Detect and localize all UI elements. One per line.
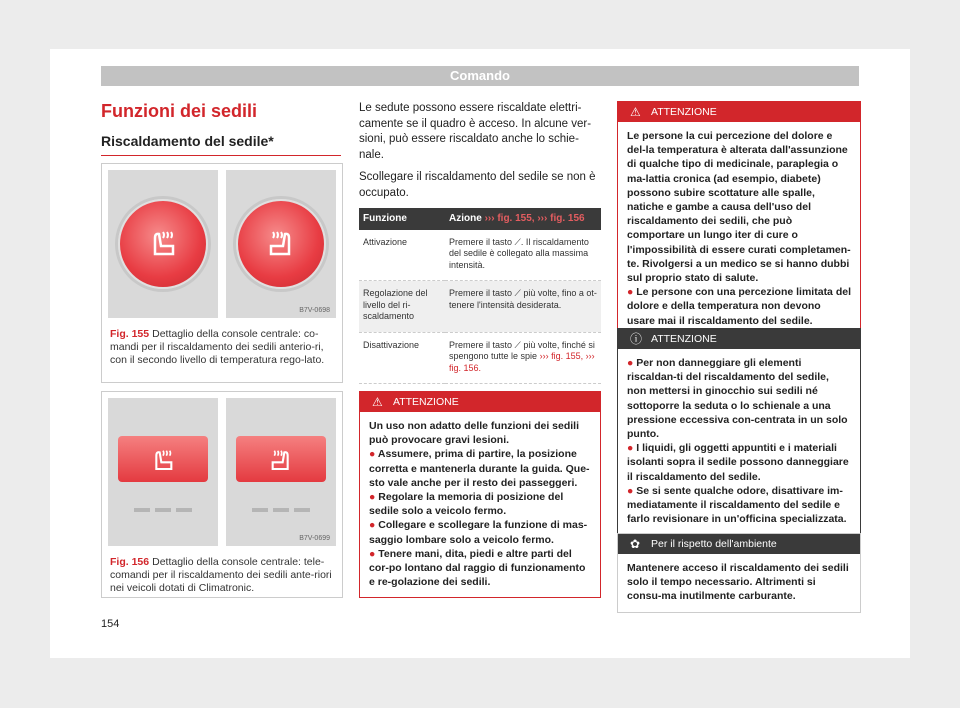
function-table: [359, 208, 601, 384]
left-seat-heat-knob: [118, 199, 208, 289]
figure-number: Fig. 156: [110, 556, 150, 568]
left-seat-heat-button: [118, 436, 208, 482]
table-cell: Premere il tasto ⟋ più volte, fino a ot-tenere l'intensità desiderata.: [445, 281, 601, 333]
bullet-item: ● Se si sente qualche odore, disattivare im-mediatamente il riscaldamento del sedile e farlo revisionare in un'officina specializzata.: [627, 484, 847, 526]
section-header: Comando: [101, 66, 859, 86]
warning-body: [618, 349, 860, 534]
figure-155: [101, 163, 343, 383]
right-seat-knob-panel: [226, 170, 336, 318]
warning-header: ⚠ ATTENZIONE: [360, 392, 600, 412]
warning-triangle-icon: ⚠: [630, 105, 641, 119]
warning-body: [618, 122, 860, 336]
bullet-item: ● Tenere mani, dita, piedi e altre parti del cor-po lontano dal raggio di funzionamento e re-golazione dei sedili.: [369, 547, 586, 589]
environment-body: Mantenere acceso il riscaldamento dei sedili solo il tempo necessario. Altrimenti si consu-ma inutilmente carburante.: [627, 562, 849, 603]
leaf-icon: ✿: [630, 537, 641, 551]
figure-156-image: [108, 398, 336, 546]
warning-box-damage: [617, 328, 861, 535]
level-indicators: [134, 508, 192, 512]
seat-heat-icon: [143, 224, 183, 264]
table-cell: Disattivazione: [359, 332, 445, 384]
table-header-row: [359, 208, 601, 230]
figure-156: [101, 391, 343, 598]
right-seat-button-panel: [226, 398, 336, 546]
left-seat-button-panel: [108, 398, 218, 546]
table-cell: Attivazione: [359, 230, 445, 281]
bullet-item: ● Le persone con una percezione limitata del dolore e della temperatura non devono usare mai il riscaldamento del sedile.: [627, 286, 851, 327]
figure-156-caption: [102, 552, 342, 603]
level-indicators: [252, 508, 310, 512]
warning-header: ⚠ ATTENZIONE: [618, 102, 860, 122]
warning-box-seats: [359, 391, 601, 598]
caption-text: Dettaglio della console centrale: tele-comandi per il riscaldamento dei sedili ante-riori nei veicoli dotati di Climatronic.: [110, 556, 332, 594]
seat-heat-icon: [264, 444, 298, 474]
page-title: Funzioni dei sedili: [101, 101, 258, 121]
intro-text: [359, 101, 601, 208]
environment-box: [617, 533, 861, 613]
figure-155-caption: [102, 324, 342, 375]
table-header: Funzione: [359, 208, 445, 230]
figure-155-image: [108, 170, 336, 318]
table-row: [359, 332, 601, 384]
warning-intro: Un uso non adatto delle funzioni dei sedili può provocare gravi lesioni.: [369, 420, 580, 447]
bullet-item: ● I liquidi, gli oggetti appuntiti e i materiali isolanti sopra il sedile possono danneggiare il riscaldamento del sedile.: [627, 442, 849, 483]
warning-intro: Le persone la cui percezione del dolore e del-la temperatura è alterata dall'assunzione di qualche tipo di medicinale, paraplegia o ma-lattia cronica (ad esempio, diabete) possono subire scottature alle spalle, natiche e gambe a causa dell'uso del riscaldamento dei sedili, che può comportare un lungo iter di cure o l'impossibilità di essere curati completamen-te. Rivolgersi a un medico se si hanno dubbi sul proprio stato di salute.: [627, 130, 851, 285]
table-row: [359, 281, 601, 333]
caption-text: Dettaglio della console centrale: co-mandi per il riscaldamento dei sedili anterio-ri, con il secondo livello di temperatura rego-lato.: [110, 328, 325, 366]
warning-triangle-icon: ⚠: [372, 395, 383, 409]
info-circle-icon: ⓘ: [630, 332, 643, 346]
warning-header: ⓘ ATTENZIONE: [618, 329, 860, 349]
figure-link[interactable]: ››› fig. 155, ››› fig. 156: [484, 213, 585, 224]
right-seat-heat-knob: [236, 199, 326, 289]
seat-heat-icon: [261, 224, 301, 264]
right-seat-heat-button: [236, 436, 326, 482]
seat-heat-icon: [146, 444, 180, 474]
table-cell: Premere il tasto ⟋ più volte, finché si spengono tutte le spie ››› fig. 155, ››› fig. 156.: [445, 332, 601, 384]
figure-code: B7V-0698: [299, 307, 330, 314]
figure-number: Fig. 155: [110, 328, 150, 340]
bullet-item: ● Regolare la memoria di posizione del sedile solo a veicolo fermo.: [369, 491, 564, 518]
figure-code: B7V-0699: [299, 535, 330, 542]
left-seat-knob-panel: [108, 170, 218, 318]
warning-body: [360, 412, 600, 597]
paragraph: Scollegare il riscaldamento del sedile se non è occupato.: [359, 171, 596, 199]
warning-box-sensitivity: [617, 101, 861, 337]
section-subtitle: Riscaldamento del sedile*: [101, 133, 341, 156]
table-row: [359, 230, 601, 281]
table-cell: Premere il tasto ⟋. Il riscaldamento del sedile è collegato alla massima intensità.: [445, 230, 601, 281]
figure-link[interactable]: ››› fig. 155, ››› fig. 156.: [449, 351, 595, 373]
bullet-item: ● Collegare e scollegare la funzione di mas-saggio lombare solo a veicolo fermo.: [369, 519, 588, 546]
environment-header: ✿ Per il rispetto dell'ambiente: [618, 534, 860, 554]
table-header: Azione ››› fig. 155, ››› fig. 156: [445, 208, 601, 230]
bullet-item: ● Per non danneggiare gli elementi riscaldan-ti del riscaldamento del sedile, non mettersi in ginocchio sui sedili né sottoporre la seduta o lo schienale a una pressione eccessiva con-centrata in un solo punto.: [627, 357, 848, 441]
table-cell: Regolazione del livello del ri-scaldamento: [359, 281, 445, 333]
bullet-item: ● Assumere, prima di partire, la posizione corretta e mantenerla durante la guida. Que-sto vale anche per il resto dei passeggeri.: [369, 448, 590, 489]
page-number: 154: [101, 618, 120, 630]
paragraph: Le sedute possono essere riscaldate elettri-camente se il quadro è acceso. In alcune ver-sioni, può essere riscaldato anche lo schie-nale.: [359, 102, 592, 161]
